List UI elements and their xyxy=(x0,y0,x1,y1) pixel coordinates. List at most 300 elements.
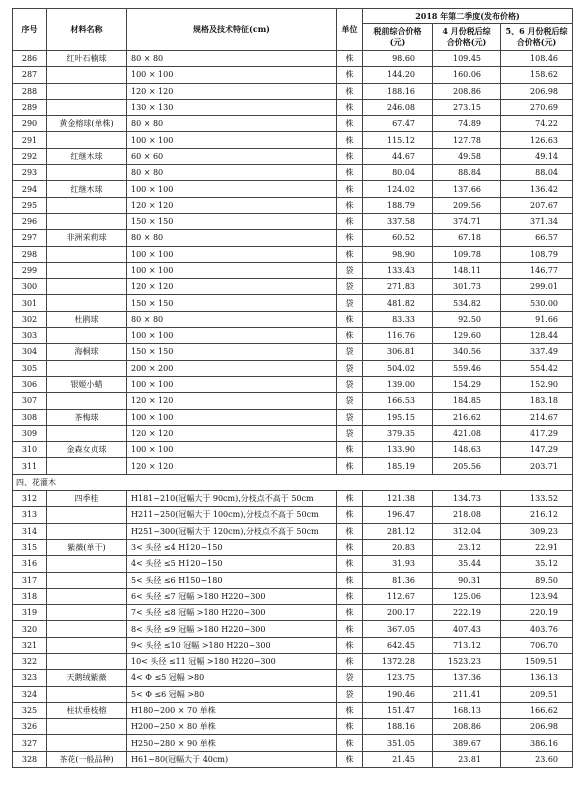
table-row xyxy=(13,751,573,767)
material-name xyxy=(47,295,127,311)
material-name xyxy=(47,360,127,376)
row-number: 317 xyxy=(13,572,47,588)
table-row xyxy=(13,637,573,653)
may-june-price-cell: 91.66 xyxy=(501,311,573,327)
row-number: 291 xyxy=(13,132,47,148)
pretax-price-cell: 481.82 xyxy=(363,295,433,311)
row-number: 327 xyxy=(13,735,47,751)
table-row xyxy=(13,230,573,246)
spec-cell: 4< Φ ≤5 冠幅 >80 xyxy=(127,670,337,686)
pretax-price-cell: 83.33 xyxy=(363,311,433,327)
material-name: 红继木球 xyxy=(47,148,127,164)
spec-cell: 8< 头径 ≤9 冠幅 >180 H220~300 xyxy=(127,621,337,637)
row-number: 287 xyxy=(13,67,47,83)
material-name: 金森女贞球 xyxy=(47,442,127,458)
spec-cell: 60 × 60 xyxy=(127,148,337,164)
spec-cell: 100 × 100 xyxy=(127,262,337,278)
april-price-cell: 407.43 xyxy=(433,621,501,637)
unit-cell: 株 xyxy=(337,572,363,588)
may-june-price-cell: 207.67 xyxy=(501,197,573,213)
may-june-price-cell: 214.67 xyxy=(501,409,573,425)
table-body xyxy=(13,51,573,768)
row-number: 308 xyxy=(13,409,47,425)
april-price-cell: 421.08 xyxy=(433,425,501,441)
row-number: 323 xyxy=(13,670,47,686)
material-name xyxy=(47,99,127,115)
april-price-cell: 205.56 xyxy=(433,458,501,474)
unit-cell: 株 xyxy=(337,458,363,474)
unit-cell: 株 xyxy=(337,637,363,653)
pretax-price-cell: 31.93 xyxy=(363,556,433,572)
may-june-price-cell: 88.04 xyxy=(501,165,573,181)
material-name: 红继木球 xyxy=(47,181,127,197)
may-june-price-cell: 22.91 xyxy=(501,539,573,555)
april-price-cell: 374.71 xyxy=(433,213,501,229)
april-price-cell: 148.63 xyxy=(433,442,501,458)
table-row xyxy=(13,653,573,669)
april-price-cell: 211.41 xyxy=(433,686,501,702)
april-price-cell: 389.67 xyxy=(433,735,501,751)
pretax-price-cell: 133.43 xyxy=(363,262,433,278)
row-number: 292 xyxy=(13,148,47,164)
pretax-price-cell: 81.36 xyxy=(363,572,433,588)
table-row xyxy=(13,181,573,197)
header-period: 2018 年第二季度(发布价格) xyxy=(363,9,573,24)
row-number: 312 xyxy=(13,491,47,507)
may-june-price-cell: 386.16 xyxy=(501,735,573,751)
spec-cell: 200 × 200 xyxy=(127,360,337,376)
material-name xyxy=(47,719,127,735)
material-name xyxy=(47,735,127,751)
may-june-price-cell: 1509.51 xyxy=(501,653,573,669)
row-number: 328 xyxy=(13,751,47,767)
row-number: 288 xyxy=(13,83,47,99)
spec-cell: 7< 头径 ≤8 冠幅 >180 H220~300 xyxy=(127,605,337,621)
header-may-june-line2: 合价格(元) xyxy=(516,37,557,47)
unit-cell: 袋 xyxy=(337,393,363,409)
april-price-cell: 23.12 xyxy=(433,539,501,555)
unit-cell: 株 xyxy=(337,539,363,555)
may-june-price-cell: 152.90 xyxy=(501,376,573,392)
april-price-cell: 67.18 xyxy=(433,230,501,246)
may-june-price-cell: 554.42 xyxy=(501,360,573,376)
material-name: 茶花(一般品种) xyxy=(47,751,127,767)
april-price-cell: 90.31 xyxy=(433,572,501,588)
unit-cell: 袋 xyxy=(337,425,363,441)
material-name xyxy=(47,328,127,344)
april-price-cell: 148.11 xyxy=(433,262,501,278)
table-row xyxy=(13,507,573,523)
may-june-price-cell: 123.94 xyxy=(501,588,573,604)
table-row xyxy=(13,83,573,99)
spec-cell: 130 × 130 xyxy=(127,99,337,115)
table-row xyxy=(13,279,573,295)
spec-cell: 100 × 100 xyxy=(127,409,337,425)
pretax-price-cell: 195.15 xyxy=(363,409,433,425)
spec-cell: 10< 头径 ≤11 冠幅 >180 H220~300 xyxy=(127,653,337,669)
material-name: 茶梅球 xyxy=(47,409,127,425)
april-price-cell: 92.50 xyxy=(433,311,501,327)
table-row xyxy=(13,311,573,327)
material-name xyxy=(47,67,127,83)
april-price-cell: 340.56 xyxy=(433,344,501,360)
pretax-price-cell: 121.38 xyxy=(363,491,433,507)
row-number: 310 xyxy=(13,442,47,458)
table-row xyxy=(13,491,573,507)
material-name: 银姬小蜡 xyxy=(47,376,127,392)
material-name xyxy=(47,686,127,702)
material-name xyxy=(47,653,127,669)
material-name: 红叶石楠球 xyxy=(47,51,127,67)
unit-cell: 株 xyxy=(337,442,363,458)
header-unit: 单位 xyxy=(337,9,363,51)
row-number: 321 xyxy=(13,637,47,653)
pretax-price-cell: 1372.28 xyxy=(363,653,433,669)
pretax-price-cell: 98.60 xyxy=(363,51,433,67)
unit-cell: 株 xyxy=(337,67,363,83)
unit-cell: 株 xyxy=(337,148,363,164)
table-row xyxy=(13,702,573,718)
header-april-price xyxy=(433,24,501,51)
may-june-price-cell: 299.01 xyxy=(501,279,573,295)
row-number: 325 xyxy=(13,702,47,718)
april-price-cell: 534.82 xyxy=(433,295,501,311)
material-name xyxy=(47,425,127,441)
unit-cell: 株 xyxy=(337,653,363,669)
material-name xyxy=(47,165,127,181)
table-row xyxy=(13,393,573,409)
april-price-cell: 160.06 xyxy=(433,67,501,83)
table-row xyxy=(13,165,573,181)
table-row xyxy=(13,572,573,588)
unit-cell: 株 xyxy=(337,181,363,197)
may-june-price-cell: 133.52 xyxy=(501,491,573,507)
pretax-price-cell: 642.45 xyxy=(363,637,433,653)
spec-cell: H181~210(冠幅大于 90cm),分枝点不高于 50cm xyxy=(127,491,337,507)
pretax-price-cell: 246.08 xyxy=(363,99,433,115)
row-number: 319 xyxy=(13,605,47,621)
unit-cell: 株 xyxy=(337,99,363,115)
row-number: 286 xyxy=(13,51,47,67)
april-price-cell: 713.12 xyxy=(433,637,501,653)
header-no: 序号 xyxy=(13,9,47,51)
material-name xyxy=(47,637,127,653)
spec-cell: 120 × 120 xyxy=(127,197,337,213)
pretax-price-cell: 115.12 xyxy=(363,132,433,148)
pretax-price-cell: 379.35 xyxy=(363,425,433,441)
table-row xyxy=(13,735,573,751)
pretax-price-cell: 196.47 xyxy=(363,507,433,523)
table-row xyxy=(13,539,573,555)
table-row xyxy=(13,376,573,392)
spec-cell: H200~250 × 80 单株 xyxy=(127,719,337,735)
may-june-price-cell: 403.76 xyxy=(501,621,573,637)
table-row xyxy=(13,523,573,539)
may-june-price-cell: 309.23 xyxy=(501,523,573,539)
material-name: 四季桂 xyxy=(47,491,127,507)
pretax-price-cell: 133.90 xyxy=(363,442,433,458)
unit-cell: 株 xyxy=(337,702,363,718)
april-price-cell: 49.58 xyxy=(433,148,501,164)
material-name xyxy=(47,507,127,523)
april-price-cell: 216.62 xyxy=(433,409,501,425)
material-name xyxy=(47,393,127,409)
april-price-cell: 208.86 xyxy=(433,719,501,735)
table-row xyxy=(13,556,573,572)
spec-cell: 150 × 150 xyxy=(127,213,337,229)
material-name xyxy=(47,556,127,572)
april-price-cell: 127.78 xyxy=(433,132,501,148)
material-name xyxy=(47,83,127,99)
april-price-cell: 109.78 xyxy=(433,246,501,262)
row-number: 293 xyxy=(13,165,47,181)
spec-cell: 100 × 100 xyxy=(127,442,337,458)
pretax-price-cell: 144.20 xyxy=(363,67,433,83)
material-name xyxy=(47,246,127,262)
unit-cell: 袋 xyxy=(337,360,363,376)
spec-cell: 100 × 100 xyxy=(127,328,337,344)
may-june-price-cell: 89.50 xyxy=(501,572,573,588)
unit-cell: 袋 xyxy=(337,376,363,392)
pretax-price-cell: 116.76 xyxy=(363,328,433,344)
april-price-cell: 184.85 xyxy=(433,393,501,409)
unit-cell: 袋 xyxy=(337,686,363,702)
spec-cell: H180~200 × 70 单株 xyxy=(127,702,337,718)
spec-cell: 100 × 100 xyxy=(127,181,337,197)
pretax-price-cell: 80.04 xyxy=(363,165,433,181)
spec-cell: 5< Φ ≤6 冠幅 >80 xyxy=(127,686,337,702)
unit-cell: 株 xyxy=(337,491,363,507)
unit-cell: 株 xyxy=(337,588,363,604)
april-price-cell: 74.89 xyxy=(433,116,501,132)
row-number: 322 xyxy=(13,653,47,669)
spec-cell: 100 × 100 xyxy=(127,132,337,148)
table-row xyxy=(13,670,573,686)
pretax-price-cell: 306.81 xyxy=(363,344,433,360)
table-row xyxy=(13,621,573,637)
may-june-price-cell: 146.77 xyxy=(501,262,573,278)
header-april-line1: 4 月份税后综 xyxy=(442,26,491,36)
material-name xyxy=(47,213,127,229)
spec-cell: 4< 头径 ≤5 H120~150 xyxy=(127,556,337,572)
unit-cell: 袋 xyxy=(337,279,363,295)
material-name: 非洲茉莉球 xyxy=(47,230,127,246)
april-price-cell: 559.46 xyxy=(433,360,501,376)
pretax-price-cell: 124.02 xyxy=(363,181,433,197)
table-row xyxy=(13,67,573,83)
unit-cell: 株 xyxy=(337,132,363,148)
may-june-price-cell: 23.60 xyxy=(501,751,573,767)
unit-cell: 株 xyxy=(337,311,363,327)
spec-cell: H211~250(冠幅大于 100cm),分枝点不高于 50cm xyxy=(127,507,337,523)
pretax-price-cell: 20.83 xyxy=(363,539,433,555)
pretax-price-cell: 200.17 xyxy=(363,605,433,621)
row-number: 326 xyxy=(13,719,47,735)
spec-cell: 120 × 120 xyxy=(127,279,337,295)
material-name xyxy=(47,197,127,213)
may-june-price-cell: 371.34 xyxy=(501,213,573,229)
row-number: 313 xyxy=(13,507,47,523)
row-number: 305 xyxy=(13,360,47,376)
table-row xyxy=(13,132,573,148)
row-number: 311 xyxy=(13,458,47,474)
may-june-price-cell: 136.42 xyxy=(501,181,573,197)
table-row xyxy=(13,197,573,213)
april-price-cell: 208.86 xyxy=(433,83,501,99)
pretax-price-cell: 188.79 xyxy=(363,197,433,213)
unit-cell: 株 xyxy=(337,116,363,132)
pretax-price-cell: 188.16 xyxy=(363,719,433,735)
unit-cell: 株 xyxy=(337,719,363,735)
pretax-price-cell: 112.67 xyxy=(363,588,433,604)
material-name: 海桐球 xyxy=(47,344,127,360)
may-june-price-cell: 66.57 xyxy=(501,230,573,246)
table-row xyxy=(13,344,573,360)
table-row xyxy=(13,719,573,735)
row-number: 290 xyxy=(13,116,47,132)
row-number: 297 xyxy=(13,230,47,246)
spec-cell: 120 × 120 xyxy=(127,83,337,99)
may-june-price-cell: 203.71 xyxy=(501,458,573,474)
table-row xyxy=(13,458,573,474)
row-number: 303 xyxy=(13,328,47,344)
row-number: 298 xyxy=(13,246,47,262)
row-number: 300 xyxy=(13,279,47,295)
may-june-price-cell: 270.69 xyxy=(501,99,573,115)
unit-cell: 株 xyxy=(337,230,363,246)
pretax-price-cell: 21.45 xyxy=(363,751,433,767)
spec-cell: 120 × 120 xyxy=(127,425,337,441)
spec-cell: 5< 头径 ≤6 H150~180 xyxy=(127,572,337,588)
pretax-price-cell: 190.46 xyxy=(363,686,433,702)
table-row xyxy=(13,605,573,621)
may-june-price-cell: 220.19 xyxy=(501,605,573,621)
row-number: 324 xyxy=(13,686,47,702)
april-price-cell: 129.60 xyxy=(433,328,501,344)
row-number: 301 xyxy=(13,295,47,311)
pretax-price-cell: 185.19 xyxy=(363,458,433,474)
april-price-cell: 209.56 xyxy=(433,197,501,213)
table-header xyxy=(13,9,573,51)
spec-cell: 150 × 150 xyxy=(127,344,337,360)
material-name xyxy=(47,279,127,295)
table-row xyxy=(13,686,573,702)
header-pretax-line1: 税前综合价格 xyxy=(373,26,422,36)
material-price-table xyxy=(12,8,573,768)
row-number: 296 xyxy=(13,213,47,229)
row-number: 320 xyxy=(13,621,47,637)
spec-cell: H250~280 × 90 单株 xyxy=(127,735,337,751)
april-price-cell: 109.45 xyxy=(433,51,501,67)
material-name xyxy=(47,262,127,278)
table-row xyxy=(13,328,573,344)
pretax-price-cell: 271.83 xyxy=(363,279,433,295)
april-price-cell: 218.08 xyxy=(433,507,501,523)
unit-cell: 株 xyxy=(337,507,363,523)
april-price-cell: 154.29 xyxy=(433,376,501,392)
spec-cell: H251~300(冠幅大于 120cm),分枝点不高于 50cm xyxy=(127,523,337,539)
may-june-price-cell: 35.12 xyxy=(501,556,573,572)
row-number: 318 xyxy=(13,588,47,604)
april-price-cell: 1523.23 xyxy=(433,653,501,669)
table-row xyxy=(13,148,573,164)
may-june-price-cell: 183.18 xyxy=(501,393,573,409)
may-june-price-cell: 216.12 xyxy=(501,507,573,523)
material-name xyxy=(47,572,127,588)
april-price-cell: 137.36 xyxy=(433,670,501,686)
material-name: 天鹅绒紫薇 xyxy=(47,670,127,686)
may-june-price-cell: 206.98 xyxy=(501,83,573,99)
pretax-price-cell: 60.52 xyxy=(363,230,433,246)
section-row xyxy=(13,474,573,490)
april-price-cell: 222.19 xyxy=(433,605,501,621)
unit-cell: 株 xyxy=(337,523,363,539)
unit-cell: 株 xyxy=(337,246,363,262)
table-row xyxy=(13,262,573,278)
row-number: 306 xyxy=(13,376,47,392)
april-price-cell: 301.73 xyxy=(433,279,501,295)
unit-cell: 株 xyxy=(337,328,363,344)
april-price-cell: 137.66 xyxy=(433,181,501,197)
may-june-price-cell: 49.14 xyxy=(501,148,573,164)
unit-cell: 株 xyxy=(337,621,363,637)
table-row xyxy=(13,360,573,376)
pretax-price-cell: 188.16 xyxy=(363,83,433,99)
pretax-price-cell: 67.47 xyxy=(363,116,433,132)
row-number: 314 xyxy=(13,523,47,539)
unit-cell: 株 xyxy=(337,213,363,229)
material-name xyxy=(47,458,127,474)
may-june-price-cell: 206.98 xyxy=(501,719,573,735)
section-title: 四、花灌木 xyxy=(13,474,573,490)
material-name: 杜鹃球 xyxy=(47,311,127,327)
may-june-price-cell: 417.29 xyxy=(501,425,573,441)
row-number: 307 xyxy=(13,393,47,409)
spec-cell: 80 × 80 xyxy=(127,165,337,181)
table-row xyxy=(13,588,573,604)
april-price-cell: 125.06 xyxy=(433,588,501,604)
row-number: 299 xyxy=(13,262,47,278)
may-june-price-cell: 136.13 xyxy=(501,670,573,686)
april-price-cell: 168.13 xyxy=(433,702,501,718)
may-june-price-cell: 108.79 xyxy=(501,246,573,262)
row-number: 316 xyxy=(13,556,47,572)
table-row xyxy=(13,99,573,115)
may-june-price-cell: 166.62 xyxy=(501,702,573,718)
material-name xyxy=(47,605,127,621)
may-june-price-cell: 126.63 xyxy=(501,132,573,148)
spec-cell: 80 × 80 xyxy=(127,116,337,132)
pretax-price-cell: 98.90 xyxy=(363,246,433,262)
pretax-price-cell: 337.58 xyxy=(363,213,433,229)
row-number: 294 xyxy=(13,181,47,197)
april-price-cell: 88.84 xyxy=(433,165,501,181)
unit-cell: 株 xyxy=(337,197,363,213)
may-june-price-cell: 108.46 xyxy=(501,51,573,67)
spec-cell: 80 × 80 xyxy=(127,230,337,246)
table-row xyxy=(13,246,573,262)
unit-cell: 袋 xyxy=(337,295,363,311)
unit-cell: 袋 xyxy=(337,262,363,278)
header-pretax-line2: (元) xyxy=(389,37,406,47)
pretax-price-cell: 139.00 xyxy=(363,376,433,392)
unit-cell: 株 xyxy=(337,556,363,572)
material-name: 紫薇(单干) xyxy=(47,539,127,555)
spec-cell: 120 × 120 xyxy=(127,393,337,409)
material-name: 黄金榕球(单株) xyxy=(47,116,127,132)
april-price-cell: 134.73 xyxy=(433,491,501,507)
header-spec: 规格及技术特征(cm) xyxy=(127,9,337,51)
